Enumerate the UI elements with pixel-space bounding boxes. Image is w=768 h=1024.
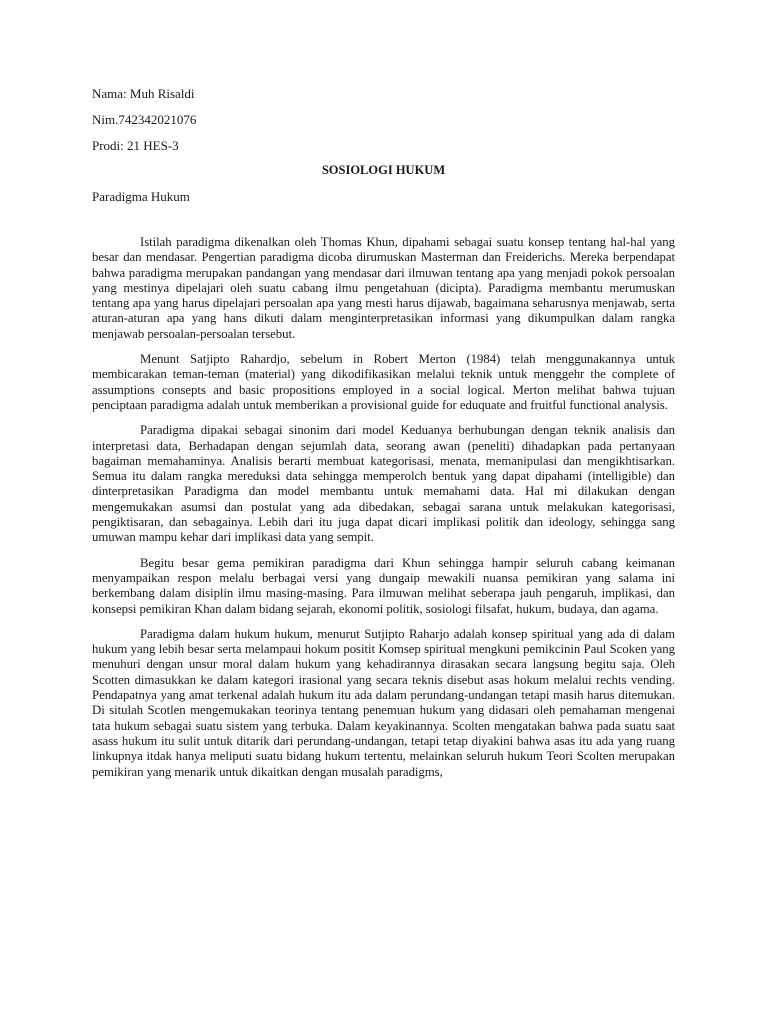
paragraph: Begitu besar gema pemikiran paradigma dari Khun sehingga hampir seluruh cabang keimanan menyampaikan respon melalu berbagai versi yang dungaip mewakili nuansa pemikiran yang salama ini berkembang dalam disiplin ilmu masing-masing. Para ilmuwan melihat seberapa jauh pengaruh, implikasi, dan konsepsi pemikiran Khan dalam bidang sejarah, ekonomi politik, sosiologi filsafat, hukum, budaya, dan agama. bbox=[92, 555, 675, 616]
paragraph: Menunt Satjipto Rahardjo, sebelum in Robert Merton (1984) telah menggunakannya untuk membicarakan teman-teman (material) yang dikodifikasikan melalui teknik untuk menggehr the complete of assumptions consepts and basic propositions employed in a social logical. Merton melihat bahwa tujuan penciptaan paradigma adalah untuk memberikan a provisional guide for eduquate and fruitful functional analysis. bbox=[92, 352, 675, 412]
paragraph: Paradigma dipakai sebagai sinonim dari model Keduanya berhubungan dengan teknik analisis dan interpretasi data, Berhadapan dengan sejumlah data, seorang awan (peneliti) dihadapkan pada pertanyaan bagaiman memahaminya. Analisis berarti membuat kategorisasi, menata, memanipulasi dan mengikhtisarkan. Semua itu dalam rangka mereduksi data sehingga memperolch bentuk yang dapat dipahami (intelligible) dan dinterpretasikan Paradigma dan model membantu untuk memahami data. Hal mi dilakukan dengan mengemukakan asumsi dan postulat yang ada dibedakan, sebagai sarana untuk melakukan kategorisasi, pengiktisaran, dan sebagainya. Lebih dari itu juga dapat dicari implikasi politik dan ideology, sehingga sang umuwan mampu kehar dari implikasi data yang sempit. bbox=[92, 423, 675, 545]
student-prodi: Prodi: 21 HES-3 bbox=[92, 138, 179, 153]
paragraph: Paradigma dalam hukum hukum, menurut Sutjipto Raharjo adalah konsep spiritual yang ada di dalam hukum yang lebih besar serta melampaui hokum positit Komsep spiritual mengkuni pemikcinin Paul Scoken yang menuhuri dengan unsur moral dalam hukum yang kehadirannya dirasakan secara langsung begitu saja. Oleh Scotten dimasukkan ke dalam kategori irasional yang secara teknis disebut asas hokum melalui rechts vending. Pendapatnya yang amat terkenal adalah hukum itu ada dalam perundang-undangan tetapi masih harus ditemukan. Di situlah Scotlen mengemukakan teorinya tentang penemuan hukum yang didasari oleh pemahaman mengenai tata hukum sebagai suatu sistem yang terbuka. Dalam keyakinannya. Scolten mengatakan bahwa pada suatu saat asass hukum itu sulit untuk ditarik dari perundang-undangan, tetapi tetap diyakini bahwa asas itu ada yang ruang linkupnya itdak hanya meliputi suatu bidang hukum tertentu, melainkan seluruh hukum Teori Scolten merupakan pemikiran yang menarik untuk dikaitkan dengan musalah paradigms, bbox=[92, 626, 675, 779]
paragraph: Istilah paradigma dikenalkan oleh Thomas Khun, dipahami sebagai suatu konsep tentang hal-hal yang besar dan mendasar. Pengertian paradigma dicoba dirumuskan Masterman dan Freiderichs. Mereka berpendapat bahwa paradigma merupakan pandangan yang mendasar dari ilmuwan tentang apa yang menjadi pokok persoalan yang mestinya dipelajari oleh suatu cabang ilmu pengetahuan (dicipta). Paradigma membantu merumuskan tentang apa yang harus dipelajari persoalan apa yang mesti harus dijawab, bagaimana seharusnya menjawab, serta aturan-aturan apa yang hans dikuti dalam menginterpretasikan informasi yang dikumpulkan dalam rangka menjawab persoalan-persoalan tersebut. bbox=[92, 235, 675, 341]
student-nim: Nim.742342021076 bbox=[92, 112, 197, 127]
document-title: SOSIOLOGI HUKUM bbox=[321, 163, 446, 177]
document-body bbox=[92, 85, 675, 790]
student-name: Nama: Muh Risaldi bbox=[92, 86, 195, 101]
section-heading: Paradigma Hukum bbox=[92, 189, 190, 204]
